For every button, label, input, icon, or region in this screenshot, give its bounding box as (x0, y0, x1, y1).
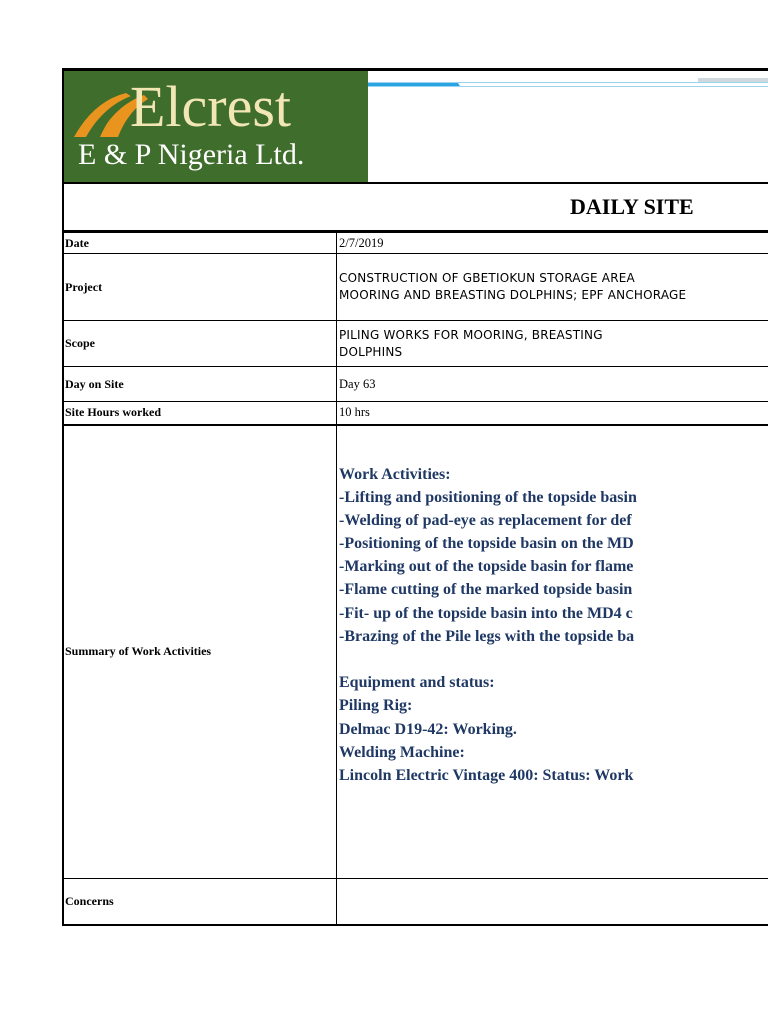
scope-value (337, 321, 768, 367)
summary-lines (339, 426, 768, 788)
summary-line: -Marking out of the topside basin for flame (339, 558, 634, 576)
daily-site-report (62, 68, 768, 928)
hours-label: Site Hours worked (63, 402, 337, 425)
summary-line: -Fit- up of the topside basin into the MD4 c (339, 604, 633, 622)
project-value-text: CONSTRUCTION OF GBETIOKUN STORAGE AREA MOORING AND BREASTING DOLPHINS; EPF ANCHORAGE (339, 271, 687, 302)
logo-name: Elcrest (130, 74, 292, 139)
concerns-value (337, 879, 768, 925)
concerns-label: Concerns (63, 879, 337, 925)
scope-label: Scope (63, 321, 337, 367)
scope-value-text: PILING WORKS FOR MOORING, BREASTING DOLPHINS (339, 327, 603, 359)
summary-line: -Welding of pad-eye as replacement for def (339, 511, 632, 529)
summary-line (339, 648, 768, 671)
header-decor-line (368, 78, 768, 88)
day-on-site-label: Day on Site (63, 367, 337, 402)
summary-line: Welding Machine: (339, 743, 465, 761)
summary-value (337, 425, 768, 879)
summary-line: Equipment and status: (339, 674, 495, 692)
header-divider (62, 182, 768, 184)
report-title: DAILY SITE (570, 194, 694, 219)
row-day-on-site (63, 367, 768, 402)
row-project (63, 254, 768, 321)
date-label: Date (63, 233, 337, 254)
summary-line: Lincoln Electric Vintage 400: Status: Work (339, 766, 634, 784)
row-concerns (63, 879, 768, 925)
summary-line: -Flame cutting of the marked topside basin (339, 581, 633, 599)
summary-line: Delmac D19-42: Working. (339, 720, 517, 738)
report-table (62, 232, 768, 925)
company-logo (64, 71, 368, 183)
summary-line: Work Activities: (339, 465, 451, 483)
day-on-site-value: Day 63 (337, 367, 768, 402)
summary-line: -Lifting and positioning of the topside basin (339, 488, 637, 506)
row-hours (63, 402, 768, 425)
row-date (63, 233, 768, 254)
logo-subtitle: E & P Nigeria Ltd. (78, 138, 305, 171)
project-value (337, 254, 768, 321)
summary-line: -Positioning of the topside basin on the MD (339, 535, 634, 553)
project-label: Project (63, 254, 337, 321)
summary-line: -Brazing of the Pile legs with the topside ba (339, 627, 635, 645)
summary-line: Piling Rig: (339, 697, 413, 715)
bottom-border (62, 924, 768, 926)
row-scope (63, 321, 768, 367)
hours-value: 10 hrs (337, 402, 768, 425)
date-value: 2/7/2019 (337, 233, 768, 254)
summary-label: Summary of Work Activities (63, 425, 337, 879)
row-summary (63, 425, 768, 879)
